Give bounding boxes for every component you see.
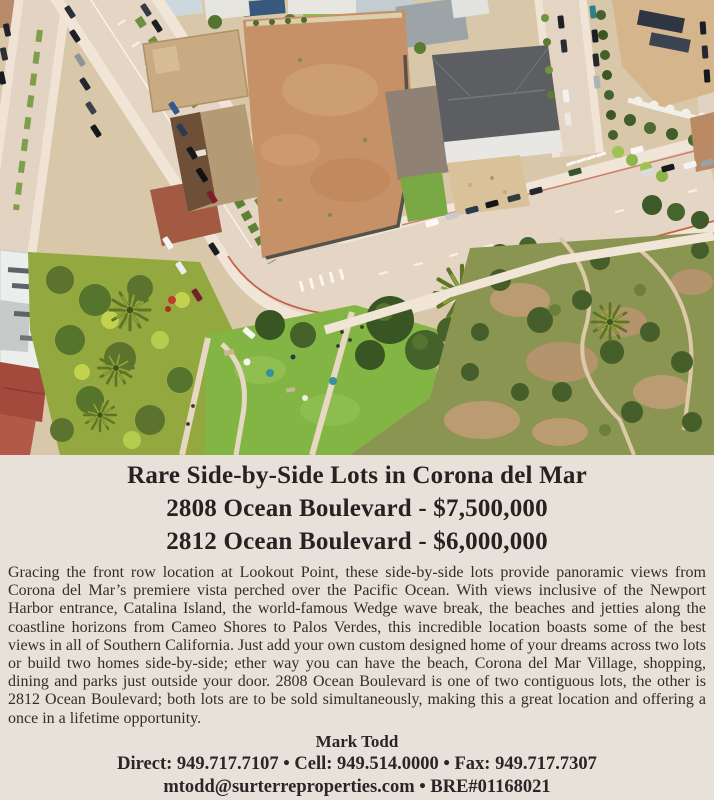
- listing-description: Gracing the front row location at Lookout Point, these side-by-side lots provide panoramic views from Corona del Mar’s premiere vista perched over the Pacific Ocean. With views inclusive of the Newport Harbor entrance, Catalina Island, the world-famous Wedge wave break, the beaches and jetties along the coastline horizons from Cameo Shores to Palos Verdes, this incredible location boasts some of the best views in all of Southern California. Just add your own custom designed home of your dreams across two lots or build two homes side-by-side; ether way you can have the beach, Corona del Mar Village, shopping, dining and parks just outside your door. 2808 Ocean Boulevard is one of two contiguous lots, the other is 2812 Ocean Boulevard; both lots are to be sold simultaneously, making this a great location and offering a once in a lifetime opportunity.: [8, 564, 706, 727]
- agent-phone-numbers: Direct: 949.717.7107 • Cell: 949.514.0000 • Fax: 949.717.7307: [117, 753, 597, 774]
- agent-email-and-license: mtodd@surterreproperties.com • BRE#01168021: [163, 776, 551, 797]
- dirt-lot-vacant-property: [243, 10, 412, 258]
- agent-name: Mark Todd: [315, 731, 399, 751]
- listing-line-2808: 2808 Ocean Boulevard - $7,500,000: [166, 495, 548, 522]
- headline: Rare Side-by-Side Lots in Corona del Mar: [127, 462, 587, 489]
- listing-headings: [0, 455, 714, 558]
- listing-line-2812: 2812 Ocean Boulevard - $6,000,000: [166, 528, 548, 555]
- ad-copy-section: [0, 455, 714, 800]
